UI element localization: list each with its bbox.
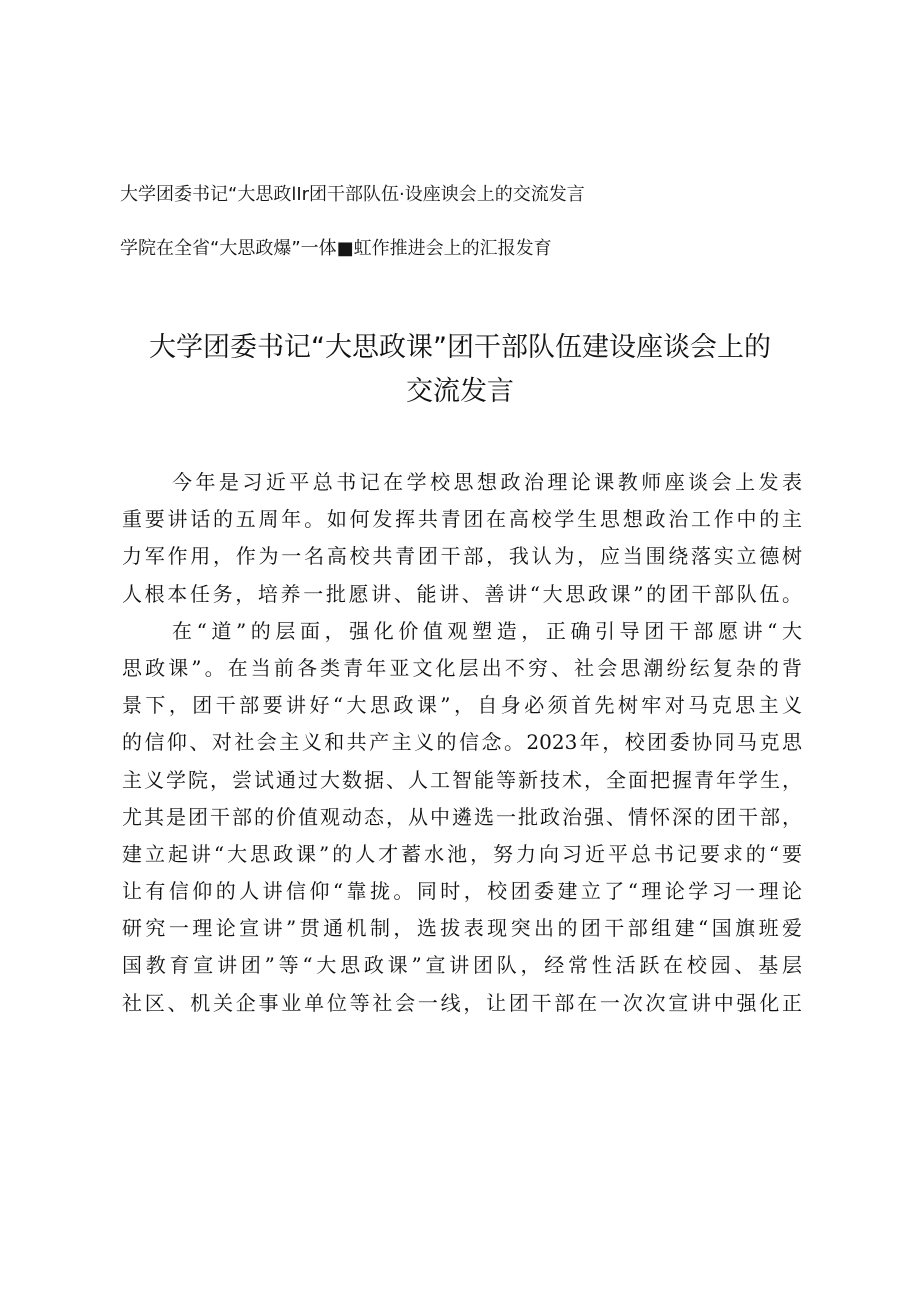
paragraph-2-line-8: 让有信仰的人讲信仰“靠拢。同时，校团委建立了“理论学习一理论 [122,879,802,904]
toc-entry-2: 学院在全省“大思政爆”一体■虹作推进会上的汇报发育 [120,238,552,259]
paragraph-2-line-6: 尤其是团干部的价值观动态，从中遴选一批政治强、情怀深的团干部， [122,804,802,829]
paragraph-2-line-7: 建立起讲“大思政课”的人才蓄水池，努力向习近平总书记要求的“要 [122,841,802,866]
title-line-2: 交流发言 [406,376,514,407]
paragraph-2-line-4: 的信仰、对社会主义和共产主义的信念。2023年，校团委协同马克思 [122,730,802,755]
paragraph-1-line-3: 力军作用，作为一名高校共青团干部，我认为，应当围绕落实立德树 [122,544,802,569]
title-line-1: 大学团委书记“大思政课”团干部队伍建设座谈会上的 [149,332,771,363]
paragraph-2-line-1: 在“道”的层面，强化价值观塑造，正确引导团干部愿讲“大 [172,618,802,643]
paragraph-1-line-2: 重要讲话的五周年。如何发挥共青团在高校学生思想政治工作中的主 [122,507,802,532]
paragraph-1-line-1: 今年是习近平总书记在学校思想政治理论课教师座谈会上发表 [172,470,802,494]
paragraph-2-line-2: 思政课”。在当前各类青年亚文化层出不穷、社会思潮纷纭复杂的背 [122,655,802,680]
toc-entry-1: 大学团委书记“大思政lIr团干部队伍·设座谀会上的交流发言 [120,184,585,205]
paragraph-2-line-3: 景下，团干部要讲好“大思政课”，自身必须首先树牢对马克思主义 [122,693,802,718]
paragraph-2-line-10: 国教育宣讲团”等“大思政课”宣讲团队，经常性活跃在校园、基层 [122,953,802,978]
paragraph-2-line-11: 社区、机关企事业单位等社会一线，让团干部在一次次宣讲中强化正 [122,990,802,1015]
document-body [122,464,802,1022]
document-title [100,326,820,414]
paragraph-2-line-9: 研究一理论宣讲”贯通机制，选拔表现突出的团干部组建“国旗班爱 [122,916,802,941]
paragraph-2-line-5: 主义学院，尝试通过大数据、人工智能等新技术，全面把握青年学生， [122,767,802,792]
paragraph-1-line-4: 人根本任务，培养一批愿讲、能讲、善讲“大思政课”的团干部队伍。 [122,581,802,606]
